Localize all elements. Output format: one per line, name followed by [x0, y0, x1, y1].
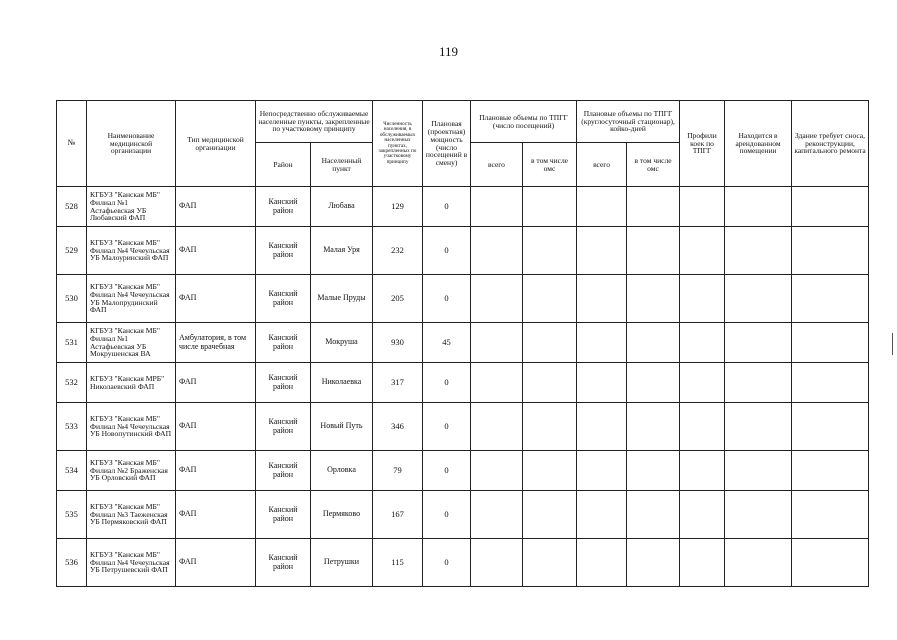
- population-cell: 115: [373, 539, 423, 587]
- header-org-name: Наименование медицинской организации: [87, 101, 176, 187]
- capacity-cell: 0: [423, 491, 471, 539]
- row-number: 532: [57, 363, 87, 403]
- empty-cell: [627, 227, 680, 275]
- empty-cell: [523, 403, 577, 451]
- empty-cell: [725, 403, 792, 451]
- empty-cell: [680, 227, 725, 275]
- empty-cell: [471, 363, 523, 403]
- empty-cell: [792, 451, 869, 491]
- empty-cell: [725, 323, 792, 363]
- med-type-cell: ФАП: [176, 187, 256, 227]
- header-bed-profile: Профили коек по ТПГГ: [680, 101, 725, 187]
- empty-cell: [792, 227, 869, 275]
- capacity-cell: 0: [423, 227, 471, 275]
- capacity-cell: 0: [423, 275, 471, 323]
- empty-cell: [792, 323, 869, 363]
- empty-cell: [577, 275, 627, 323]
- empty-cell: [792, 187, 869, 227]
- med-type-cell: ФАП: [176, 227, 256, 275]
- empty-cell: [471, 323, 523, 363]
- empty-cell: [577, 363, 627, 403]
- empty-cell: [725, 187, 792, 227]
- header-visits-oms: в том числе омс: [523, 143, 577, 187]
- capacity-cell: 0: [423, 451, 471, 491]
- empty-cell: [523, 187, 577, 227]
- empty-cell: [523, 363, 577, 403]
- row-number: 529: [57, 227, 87, 275]
- empty-cell: [680, 323, 725, 363]
- empty-cell: [577, 491, 627, 539]
- facility-table: [56, 100, 869, 587]
- population-cell: 205: [373, 275, 423, 323]
- empty-cell: [627, 491, 680, 539]
- empty-cell: [680, 403, 725, 451]
- header-district: Район: [256, 143, 311, 187]
- row-number: 535: [57, 491, 87, 539]
- empty-cell: [627, 403, 680, 451]
- empty-cell: [627, 363, 680, 403]
- header-beds-total: всего: [577, 143, 627, 187]
- org-name-cell: КГБУЗ "Канская МБ" Филиал №3 Таеженская УБ Пермяковский ФАП: [87, 491, 176, 539]
- scan-edge-mark: [892, 333, 893, 355]
- empty-cell: [680, 539, 725, 587]
- header-rented: Находится в арендованном помещении: [725, 101, 792, 187]
- empty-cell: [471, 539, 523, 587]
- empty-cell: [577, 323, 627, 363]
- empty-cell: [725, 363, 792, 403]
- settlement-cell: Петрушки: [311, 539, 373, 587]
- population-cell: 129: [373, 187, 423, 227]
- population-cell: 346: [373, 403, 423, 451]
- header-tpgg-visits: Плановые объемы по ТПГГ (число посещений): [471, 101, 577, 143]
- table-row: [57, 363, 869, 403]
- empty-cell: [680, 491, 725, 539]
- capacity-cell: 0: [423, 403, 471, 451]
- settlement-cell: Малые Пруды: [311, 275, 373, 323]
- row-number: 533: [57, 403, 87, 451]
- empty-cell: [792, 403, 869, 451]
- row-number: 531: [57, 323, 87, 363]
- org-name-cell: КГБУЗ "Канская МБ" Филиал №4 Чечеульская УБ Новопутинский ФАП: [87, 403, 176, 451]
- header-tpgg-beds: Плановые объемы по ТПГГ (круглосуточный стационар), койко-дней: [577, 101, 680, 143]
- empty-cell: [471, 187, 523, 227]
- header-med-type: Тип медицинской организации: [176, 101, 256, 187]
- empty-cell: [627, 451, 680, 491]
- settlement-cell: Орловка: [311, 451, 373, 491]
- settlement-cell: Любава: [311, 187, 373, 227]
- header-no: №: [57, 101, 87, 187]
- org-name-cell: КГБУЗ "Канская МБ" Филиал №4 Чечеульская УБ Петрушевский ФАП: [87, 539, 176, 587]
- header-capacity: Плановая (проектная) мощность (число посещений в смену): [423, 101, 471, 187]
- population-cell: 232: [373, 227, 423, 275]
- empty-cell: [627, 323, 680, 363]
- empty-cell: [577, 539, 627, 587]
- district-cell: Канский район: [256, 403, 311, 451]
- empty-cell: [577, 187, 627, 227]
- settlement-cell: Мокруша: [311, 323, 373, 363]
- capacity-cell: 0: [423, 539, 471, 587]
- row-number: 536: [57, 539, 87, 587]
- table-row: [57, 491, 869, 539]
- population-cell: 317: [373, 363, 423, 403]
- capacity-cell: 0: [423, 363, 471, 403]
- med-type-cell: ФАП: [176, 451, 256, 491]
- empty-cell: [471, 491, 523, 539]
- table-row: [57, 323, 869, 363]
- district-cell: Канский район: [256, 491, 311, 539]
- empty-cell: [680, 275, 725, 323]
- row-number: 528: [57, 187, 87, 227]
- population-cell: 79: [373, 451, 423, 491]
- header-population: Численность населения, в обслуживаемых населенных пунктах, закрепленных по участковому принципу: [373, 101, 423, 187]
- table-row: [57, 403, 869, 451]
- capacity-cell: 0: [423, 187, 471, 227]
- table-row: [57, 539, 869, 587]
- population-cell: 930: [373, 323, 423, 363]
- org-name-cell: КГБУЗ "Канская МБ" Филиал №4 Чечеульская УБ Малоуринский ФАП: [87, 227, 176, 275]
- settlement-cell: Новый Путь: [311, 403, 373, 451]
- empty-cell: [577, 227, 627, 275]
- empty-cell: [725, 491, 792, 539]
- med-type-cell: ФАП: [176, 403, 256, 451]
- header-beds-oms: в том числе омс: [627, 143, 680, 187]
- settlement-cell: Пермяково: [311, 491, 373, 539]
- empty-cell: [792, 363, 869, 403]
- empty-cell: [792, 539, 869, 587]
- med-type-cell: ФАП: [176, 363, 256, 403]
- empty-cell: [523, 491, 577, 539]
- table-row: [57, 275, 869, 323]
- empty-cell: [523, 275, 577, 323]
- org-name-cell: КГБУЗ "Канская МРБ" Николаевский ФАП: [87, 363, 176, 403]
- empty-cell: [680, 363, 725, 403]
- population-cell: 167: [373, 491, 423, 539]
- med-type-cell: ФАП: [176, 539, 256, 587]
- row-number: 534: [57, 451, 87, 491]
- empty-cell: [523, 323, 577, 363]
- empty-cell: [523, 451, 577, 491]
- empty-cell: [471, 227, 523, 275]
- district-cell: Канский район: [256, 363, 311, 403]
- empty-cell: [725, 451, 792, 491]
- settlement-cell: Николаевка: [311, 363, 373, 403]
- empty-cell: [792, 275, 869, 323]
- page-number: 119: [438, 44, 459, 59]
- district-cell: Канский район: [256, 539, 311, 587]
- empty-cell: [627, 187, 680, 227]
- org-name-cell: КГБУЗ "Канская МБ" Филиал №1 Астафьевская УБ Мокрушенская ВА: [87, 323, 176, 363]
- empty-cell: [523, 227, 577, 275]
- empty-cell: [680, 451, 725, 491]
- district-cell: Канский район: [256, 227, 311, 275]
- empty-cell: [725, 539, 792, 587]
- district-cell: Канский район: [256, 275, 311, 323]
- header-served-settlements: Непосредственно обслуживаемые населенные пункты, закрепленные по участковому принципу: [256, 101, 373, 143]
- table-row: [57, 187, 869, 227]
- capacity-cell: 45: [423, 323, 471, 363]
- org-name-cell: КГБУЗ "Канская МБ" Филиал №2 Браженская УБ Орловский ФАП: [87, 451, 176, 491]
- empty-cell: [680, 187, 725, 227]
- table-row: [57, 227, 869, 275]
- med-type-cell: Амбулатория, в том числе врачебная: [176, 323, 256, 363]
- empty-cell: [471, 403, 523, 451]
- empty-cell: [627, 539, 680, 587]
- empty-cell: [577, 403, 627, 451]
- district-cell: Канский район: [256, 451, 311, 491]
- row-number: 530: [57, 275, 87, 323]
- empty-cell: [471, 275, 523, 323]
- empty-cell: [725, 275, 792, 323]
- empty-cell: [577, 451, 627, 491]
- empty-cell: [523, 539, 577, 587]
- med-type-cell: ФАП: [176, 275, 256, 323]
- table-row: [57, 451, 869, 491]
- header-visits-total: всего: [471, 143, 523, 187]
- org-name-cell: КГБУЗ "Канская МБ" Филиал №4 Чечеульская УБ Малопрудинский ФАП: [87, 275, 176, 323]
- empty-cell: [725, 227, 792, 275]
- empty-cell: [627, 275, 680, 323]
- header-building: Здание требует сноса, реконструкции, капитального ремонта: [792, 101, 869, 187]
- settlement-cell: Малая Уря: [311, 227, 373, 275]
- med-type-cell: ФАП: [176, 491, 256, 539]
- district-cell: Канский район: [256, 187, 311, 227]
- district-cell: Канский район: [256, 323, 311, 363]
- empty-cell: [792, 491, 869, 539]
- header-settlement: Населенный пункт: [311, 143, 373, 187]
- org-name-cell: КГБУЗ "Канская МБ" Филиал №1 Астафьевская УБ Любавский ФАП: [87, 187, 176, 227]
- empty-cell: [471, 451, 523, 491]
